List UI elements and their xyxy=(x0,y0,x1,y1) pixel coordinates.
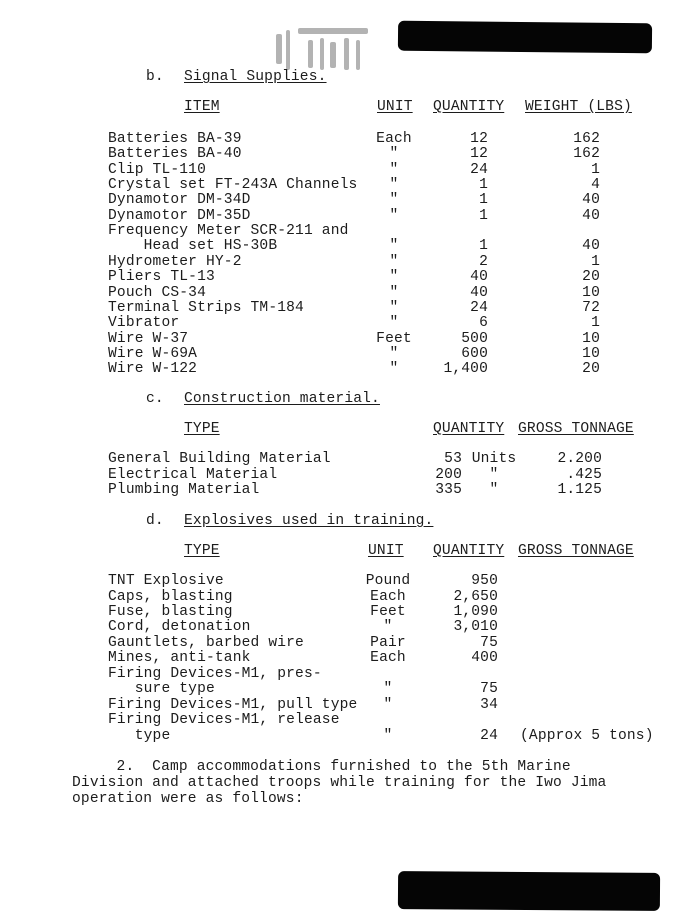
table-row-type: type xyxy=(108,727,171,744)
table-row-quantity: 1 xyxy=(479,177,488,194)
col-header-weight: WEIGHT (LBS) xyxy=(525,99,632,115)
table-row-weight: 40 xyxy=(582,207,600,224)
table-row-weight: 1 xyxy=(591,161,600,178)
table-row-quantity: 1 xyxy=(479,207,488,224)
table-row-item: Pliers TL-13 xyxy=(108,269,215,286)
table-row-quantity: 1,400 xyxy=(443,361,488,378)
table-row-type: Cord, detonation xyxy=(108,619,251,636)
table-row-unit: Feet xyxy=(376,330,412,347)
table-row-weight: 1 xyxy=(591,253,600,270)
table-row-item: Clip TL-110 xyxy=(108,161,206,178)
col-header-unit: UNIT xyxy=(368,543,404,559)
table-row-unit: Each xyxy=(376,131,412,147)
table-row-quantity: 950 xyxy=(471,573,498,589)
table-row-quantity: 500 xyxy=(461,330,488,347)
table-row-type: General Building Material xyxy=(108,451,331,467)
table-row-item: Batteries BA-40 xyxy=(108,146,242,163)
table-row-quantity: 600 xyxy=(461,345,488,362)
table-row-weight: 162 xyxy=(573,146,600,163)
table-row-weight: 20 xyxy=(582,361,600,378)
table-row-unit: " xyxy=(489,482,499,499)
table-row-quantity: 24 xyxy=(470,161,488,178)
table-row-unit: " xyxy=(389,192,399,209)
table-row-type: TNT Explosive xyxy=(108,573,224,589)
table-row-quantity: 53 xyxy=(444,451,462,467)
table-row-quantity: 40 xyxy=(470,284,488,301)
table-row-unit: " xyxy=(389,207,399,224)
table-row-type: Gauntlets, barbed wire xyxy=(108,634,304,651)
table-row-note: (Approx 5 tons) xyxy=(520,727,654,744)
section-c-letter: c. xyxy=(146,391,164,407)
section-c-heading: Construction material. xyxy=(184,391,380,407)
table-row-tonnage: .425 xyxy=(566,466,602,483)
table-row-quantity: 1 xyxy=(479,238,488,255)
table-row-item: Hydrometer HY-2 xyxy=(108,253,242,270)
table-row-quantity: 12 xyxy=(470,131,488,147)
table-row-quantity: 2 xyxy=(479,253,488,270)
table-row-type: Firing Devices-M1, pres- xyxy=(108,665,322,682)
table-row-weight: 72 xyxy=(582,299,600,316)
redaction-bar-bottom xyxy=(398,871,660,911)
table-row-weight: 20 xyxy=(582,269,600,286)
table-row-unit: " xyxy=(383,727,393,744)
table-row-unit: Each xyxy=(370,588,406,605)
table-row-unit: Pound xyxy=(365,573,411,589)
table-row-unit: " xyxy=(389,299,399,316)
table-row-item: Pouch CS-34 xyxy=(108,284,206,301)
table-row-item: Dynamotor DM-34D xyxy=(108,192,251,209)
table-row-item: Dynamotor DM-35D xyxy=(108,207,251,224)
table-row-item: Wire W-69A xyxy=(108,345,198,362)
table-row-unit: " xyxy=(489,466,499,483)
col-header-quantity: QUANTITY xyxy=(433,543,505,559)
col-header-quantity: QUANTITY xyxy=(433,421,505,437)
paragraph-line: 2. Camp accommodations furnished to the 5th Marine xyxy=(72,759,571,775)
section-d-letter: d. xyxy=(146,513,164,529)
table-row-type: Caps, blasting xyxy=(108,588,233,605)
table-row-unit: " xyxy=(389,177,399,194)
table-row-quantity: 1,090 xyxy=(453,603,498,620)
table-row-quantity: 75 xyxy=(480,634,498,651)
table-row-unit: " xyxy=(389,253,399,270)
section-b-heading: Signal Supplies. xyxy=(184,69,327,85)
table-row-item: Batteries BA-39 xyxy=(108,131,242,147)
col-header-type: TYPE xyxy=(184,543,220,559)
table-row-weight: 1 xyxy=(591,315,600,332)
table-row-weight: 162 xyxy=(573,131,600,147)
table-row-unit: " xyxy=(389,345,399,362)
col-header-type: TYPE xyxy=(184,421,220,437)
paragraph-line: Division and attached troops while training for the Iwo Jima xyxy=(72,775,607,791)
table-row-unit: Units xyxy=(471,451,517,467)
table-row-quantity: 400 xyxy=(471,650,498,667)
col-header-quantity: QUANTITY xyxy=(433,99,505,115)
section-d-heading: Explosives used in training. xyxy=(184,513,434,529)
table-row-unit: Each xyxy=(370,650,406,667)
table-row-type: Firing Devices-M1, release xyxy=(108,712,340,728)
table-row-item: Terminal Strips TM-184 xyxy=(108,299,304,316)
table-row-type: sure type xyxy=(108,681,215,698)
table-row-quantity: 75 xyxy=(480,681,498,698)
table-row-unit: Pair xyxy=(370,634,406,651)
table-row-item: Frequency Meter SCR-211 and xyxy=(108,223,349,240)
table-row-unit: " xyxy=(389,269,399,286)
col-header-gross-tonnage: GROSS TONNAGE xyxy=(518,421,634,437)
table-row-tonnage: 1.125 xyxy=(557,482,602,499)
table-row-unit: " xyxy=(389,361,399,378)
table-row-unit: " xyxy=(389,238,399,255)
table-row-type: Firing Devices-M1, pull type xyxy=(108,696,358,713)
table-row-weight: 10 xyxy=(582,330,600,347)
table-row-quantity: 34 xyxy=(480,696,498,713)
table-row-weight: 10 xyxy=(582,284,600,301)
table-row-quantity: 335 xyxy=(435,482,462,499)
table-row-type: Electrical Material xyxy=(108,466,278,483)
table-row-quantity: 40 xyxy=(470,269,488,286)
col-header-gross-tonnage: GROSS TONNAGE xyxy=(518,543,634,559)
col-header-unit: UNIT xyxy=(377,99,413,115)
table-row-unit: " xyxy=(389,161,399,178)
paragraph-line: operation were as follows: xyxy=(72,791,304,807)
table-row-item: Wire W-122 xyxy=(108,361,198,378)
col-header-item: ITEM xyxy=(184,99,220,115)
table-row-unit: " xyxy=(383,619,393,636)
redaction-bar-top xyxy=(398,21,652,54)
table-row-quantity: 24 xyxy=(480,727,498,744)
table-row-item: Wire W-37 xyxy=(108,330,189,347)
table-row-weight: 40 xyxy=(582,192,600,209)
table-row-quantity: 3,010 xyxy=(453,619,498,636)
table-row-unit: " xyxy=(389,146,399,163)
table-row-quantity: 12 xyxy=(470,146,488,163)
table-row-unit: Feet xyxy=(370,603,406,620)
table-row-unit: " xyxy=(389,284,399,301)
table-row-quantity: 200 xyxy=(435,466,462,483)
table-row-item: Head set HS-30B xyxy=(108,238,278,255)
table-row-unit: " xyxy=(383,681,393,698)
table-row-unit: " xyxy=(389,315,399,332)
table-row-quantity: 1 xyxy=(479,192,488,209)
table-row-tonnage: 2.200 xyxy=(557,451,602,467)
table-row-type: Mines, anti-tank xyxy=(108,650,251,667)
table-row-quantity: 2,650 xyxy=(453,588,498,605)
table-row-quantity: 6 xyxy=(479,315,488,332)
table-row-unit: " xyxy=(383,696,393,713)
table-row-item: Vibrator xyxy=(108,315,180,332)
table-row-type: Fuse, blasting xyxy=(108,603,233,620)
table-row-weight: 4 xyxy=(591,177,600,194)
table-row-weight: 40 xyxy=(582,238,600,255)
table-row-type: Plumbing Material xyxy=(108,482,260,499)
table-row-item: Crystal set FT-243A Channels xyxy=(108,177,358,194)
table-row-weight: 10 xyxy=(582,345,600,362)
section-b-letter: b. xyxy=(146,69,164,85)
table-row-quantity: 24 xyxy=(470,299,488,316)
